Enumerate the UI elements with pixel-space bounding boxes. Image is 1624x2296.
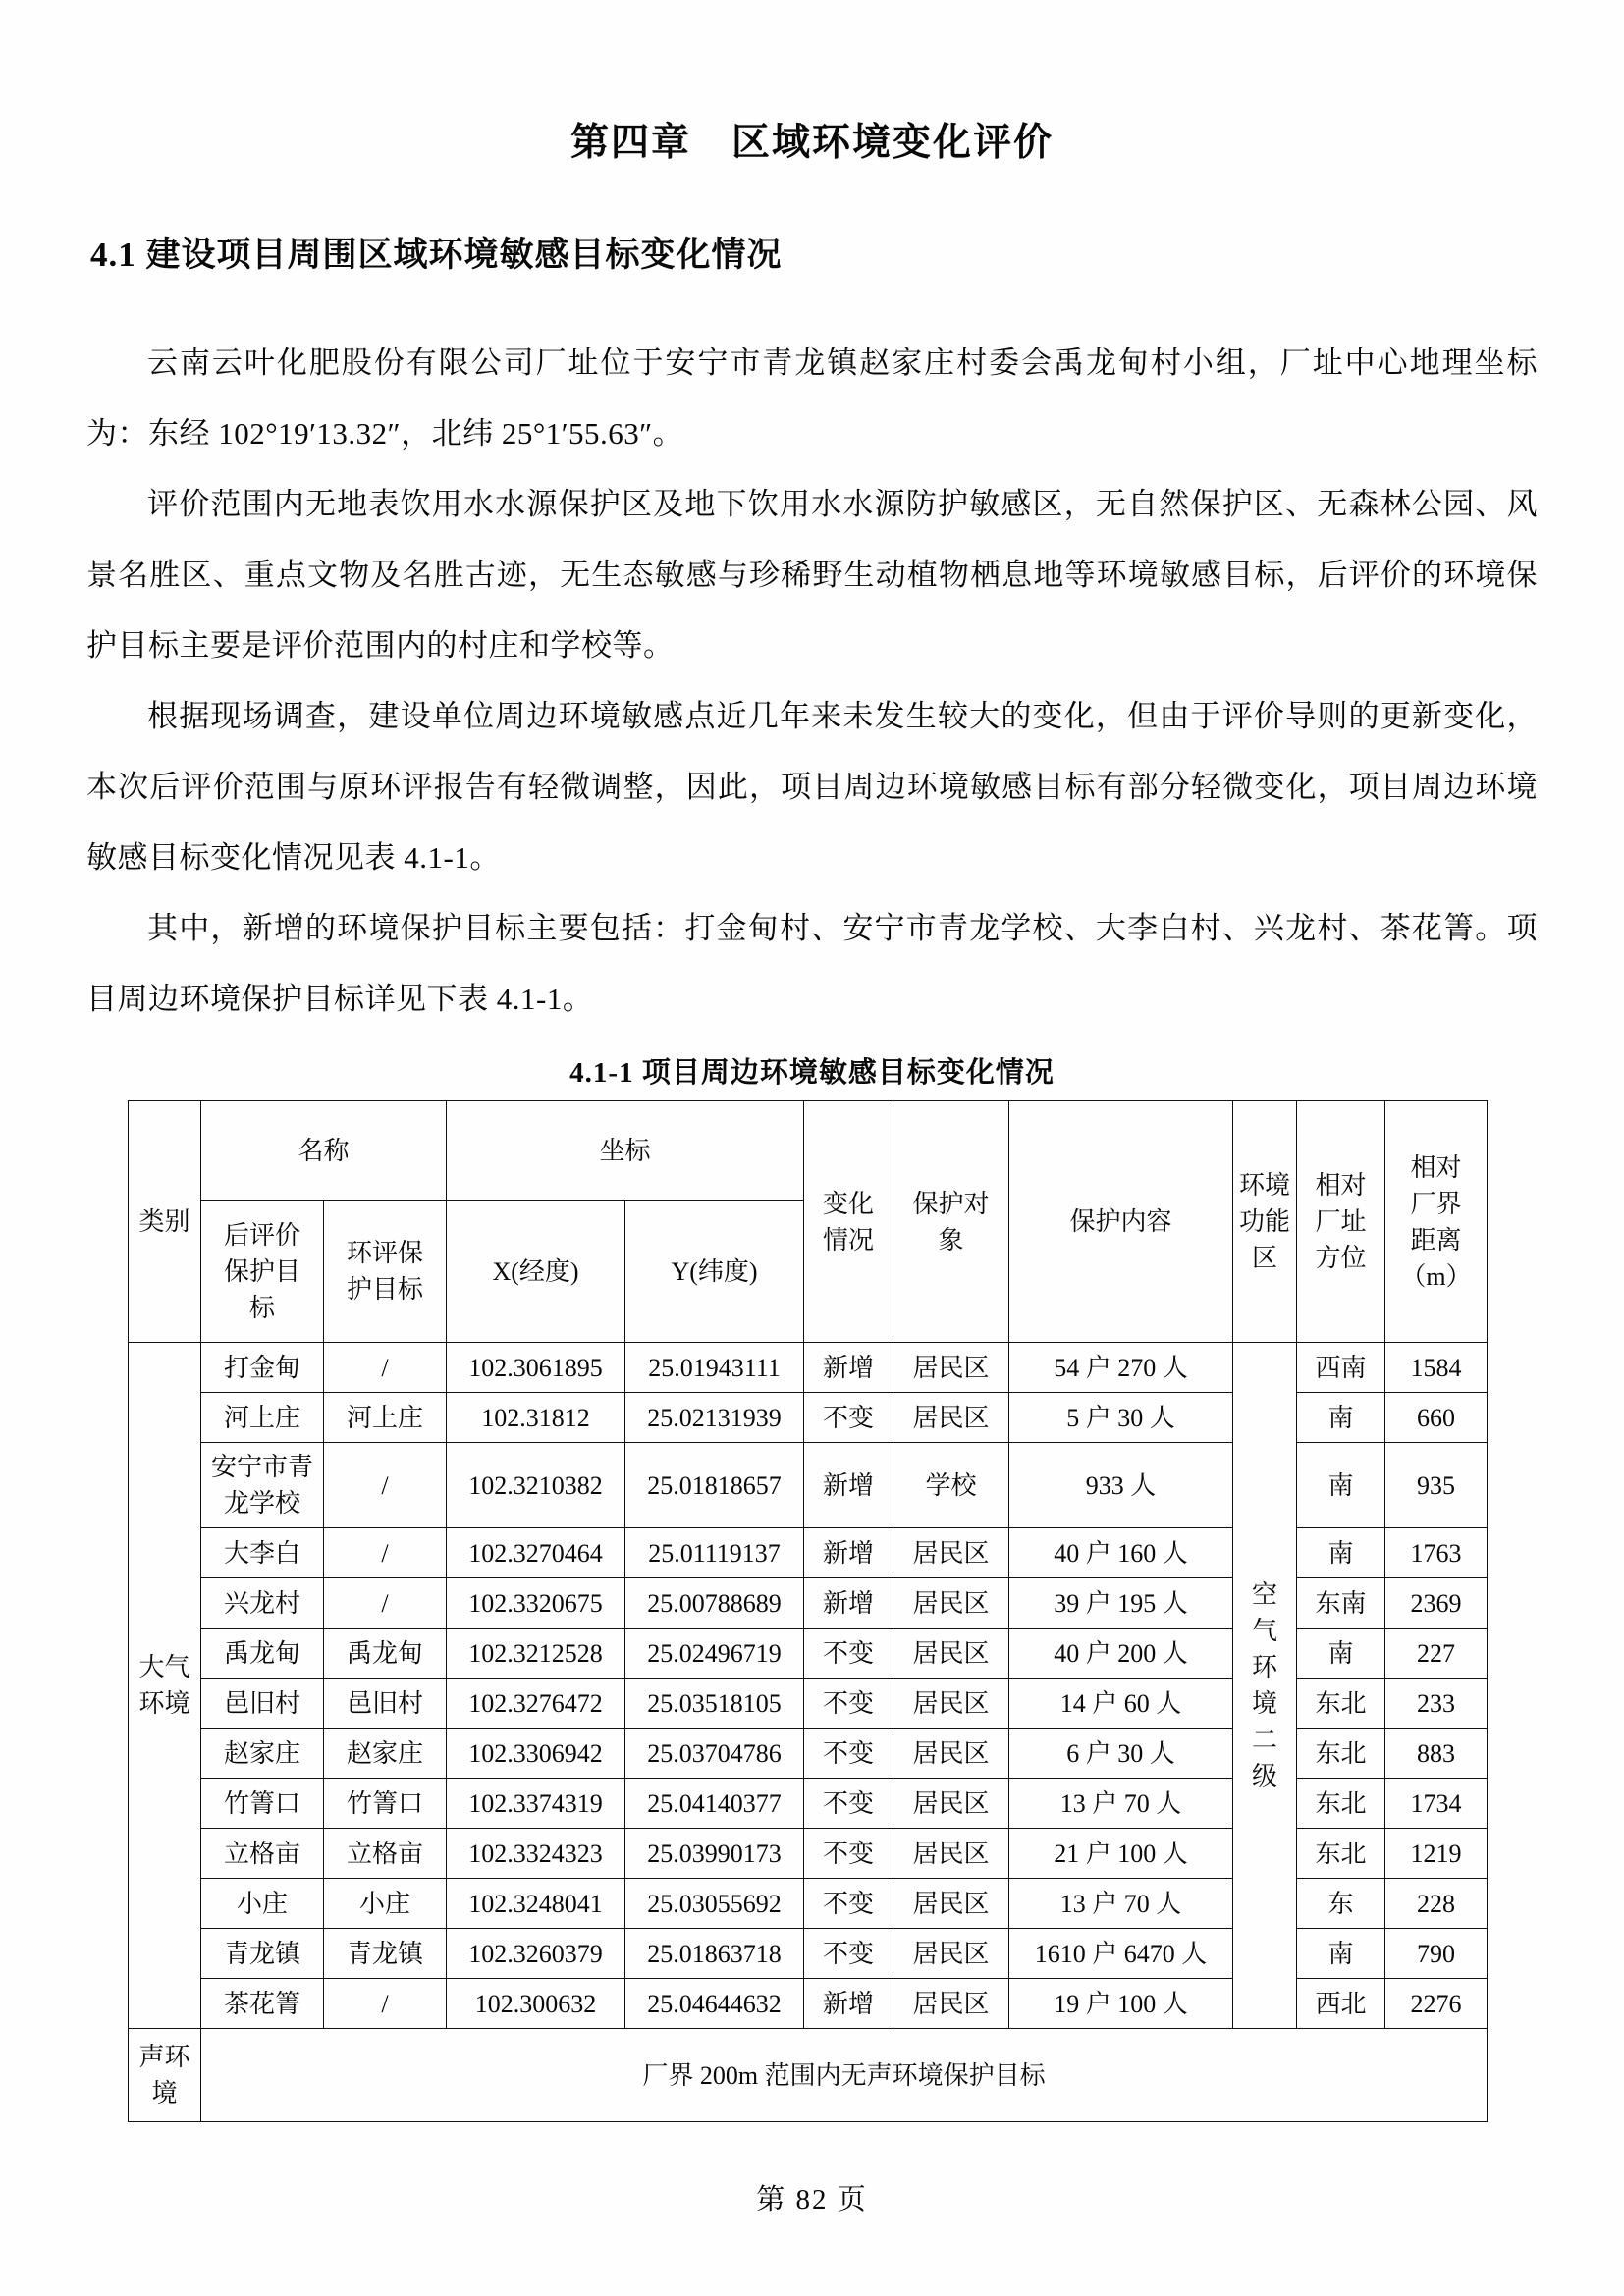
cell-y-latitude: 25.03990173 xyxy=(625,1829,804,1879)
cell-x-longitude: 102.3212528 xyxy=(447,1629,625,1679)
cell-eia-name: 赵家庄 xyxy=(324,1729,447,1779)
cell-protect-object: 居民区 xyxy=(893,1979,1009,2029)
cell-x-longitude: 102.3324323 xyxy=(447,1829,625,1879)
cell-relative-distance: 1763 xyxy=(1385,1528,1488,1578)
cell-eia-name: 竹箐口 xyxy=(324,1779,447,1829)
header-y-latitude: Y(纬度) xyxy=(625,1201,804,1343)
cell-y-latitude: 25.01863718 xyxy=(625,1929,804,1979)
cell-relative-distance: 1584 xyxy=(1385,1343,1488,1393)
cell-protect-content: 13 户 70 人 xyxy=(1009,1779,1233,1829)
cell-change-status: 新增 xyxy=(804,1443,893,1528)
cell-relative-direction: 南 xyxy=(1297,1629,1385,1679)
cell-x-longitude: 102.3210382 xyxy=(447,1443,625,1528)
cell-change-status: 新增 xyxy=(804,1578,893,1629)
cell-relative-direction: 东 xyxy=(1297,1879,1385,1929)
cell-protect-object: 居民区 xyxy=(893,1879,1009,1929)
cell-protect-content: 933 人 xyxy=(1009,1443,1233,1528)
cell-post-eval-name: 打金甸 xyxy=(201,1343,324,1393)
cell-y-latitude: 25.02496719 xyxy=(625,1629,804,1679)
cell-y-latitude: 25.00788689 xyxy=(625,1578,804,1629)
cell-relative-distance: 228 xyxy=(1385,1879,1488,1929)
cell-protect-content: 39 户 195 人 xyxy=(1009,1578,1233,1629)
cell-protect-object: 居民区 xyxy=(893,1343,1009,1393)
cell-protect-object: 居民区 xyxy=(893,1393,1009,1443)
cell-relative-direction: 东北 xyxy=(1297,1779,1385,1829)
cell-relative-direction: 南 xyxy=(1297,1443,1385,1528)
cell-eia-name: / xyxy=(324,1528,447,1578)
cell-protect-content: 40 户 160 人 xyxy=(1009,1528,1233,1578)
cell-relative-distance: 660 xyxy=(1385,1393,1488,1443)
cell-protect-content: 5 户 30 人 xyxy=(1009,1393,1233,1443)
cell-relative-distance: 2369 xyxy=(1385,1578,1488,1629)
cell-change-status: 不变 xyxy=(804,1679,893,1729)
cell-relative-distance: 1734 xyxy=(1385,1779,1488,1829)
cell-change-status: 新增 xyxy=(804,1343,893,1393)
cell-change-status: 不变 xyxy=(804,1929,893,1979)
cell-x-longitude: 102.3306942 xyxy=(447,1729,625,1779)
header-protect-content: 保护内容 xyxy=(1009,1101,1233,1343)
cell-change-status: 不变 xyxy=(804,1729,893,1779)
cell-x-longitude: 102.300632 xyxy=(447,1979,625,2029)
cell-change-status: 不变 xyxy=(804,1779,893,1829)
cell-env-function-zone: 空气环境二级 xyxy=(1233,1343,1297,2029)
cell-eia-name: / xyxy=(324,1443,447,1528)
cell-relative-distance: 233 xyxy=(1385,1679,1488,1729)
paragraph-survey: 根据现场调查，建设单位周边环境敏感点近几年来未发生较大的变化，但由于评价导则的更新变化，本次后评价范围与原环评报告有轻微调整，因此，项目周边环境敏感目标有部分轻微变化，项目周边环境敏感目标变化情况见表 4.1-1。 xyxy=(86,699,1538,875)
cell-protect-object: 居民区 xyxy=(893,1829,1009,1879)
cell-protect-object: 居民区 xyxy=(893,1729,1009,1779)
header-x-longitude: X(经度) xyxy=(447,1201,625,1343)
cell-protect-content: 13 户 70 人 xyxy=(1009,1879,1233,1929)
cell-post-eval-name: 大李白 xyxy=(201,1528,324,1578)
cell-change-status: 不变 xyxy=(804,1829,893,1879)
cell-eia-name: 立格亩 xyxy=(324,1829,447,1879)
table-caption: 4.1-1 项目周边环境敏感目标变化情况 xyxy=(569,1057,1055,1089)
cell-eia-name: / xyxy=(324,1578,447,1629)
cell-x-longitude: 102.3374319 xyxy=(447,1779,625,1829)
cell-category-noise: 声环境 xyxy=(129,2029,201,2122)
cell-relative-direction: 南 xyxy=(1297,1929,1385,1979)
header-relative-distance: 相对厂界距离（m） xyxy=(1385,1101,1488,1343)
cell-post-eval-name: 立格亩 xyxy=(201,1829,324,1879)
cell-x-longitude: 102.3260379 xyxy=(447,1929,625,1979)
cell-post-eval-name: 小庄 xyxy=(201,1879,324,1929)
cell-relative-direction: 东北 xyxy=(1297,1679,1385,1729)
cell-eia-name: / xyxy=(324,1979,447,2029)
cell-protect-content: 14 户 60 人 xyxy=(1009,1679,1233,1729)
table-row-noise xyxy=(129,2029,1488,2122)
header-category: 类别 xyxy=(129,1101,201,1343)
section-heading: 4.1 建设项目周围区域环境敏感目标变化情况 xyxy=(90,236,783,274)
header-change-status: 变化情况 xyxy=(804,1101,893,1343)
cell-relative-distance: 2276 xyxy=(1385,1979,1488,2029)
cell-relative-distance: 1219 xyxy=(1385,1829,1488,1879)
page-number: 第 82 页 xyxy=(756,2184,868,2216)
cell-x-longitude: 102.3248041 xyxy=(447,1879,625,1929)
header-relative-direction: 相对厂址方位 xyxy=(1297,1101,1385,1343)
cell-post-eval-name: 赵家庄 xyxy=(201,1729,324,1779)
cell-post-eval-name: 竹箐口 xyxy=(201,1779,324,1829)
cell-relative-direction: 东北 xyxy=(1297,1729,1385,1779)
cell-relative-direction: 西北 xyxy=(1297,1979,1385,2029)
cell-x-longitude: 102.3270464 xyxy=(447,1528,625,1578)
body-text-block xyxy=(86,328,1538,1035)
header-protect-object: 保护对象 xyxy=(893,1101,1009,1343)
cell-protect-object: 居民区 xyxy=(893,1528,1009,1578)
cell-protect-content: 54 户 270 人 xyxy=(1009,1343,1233,1393)
header-name-group: 名称 xyxy=(201,1101,447,1201)
sensitive-targets-table xyxy=(128,1100,1488,2122)
cell-protect-object: 居民区 xyxy=(893,1629,1009,1679)
cell-eia-name: 小庄 xyxy=(324,1879,447,1929)
cell-eia-name: 禹龙甸 xyxy=(324,1629,447,1679)
cell-relative-distance: 790 xyxy=(1385,1929,1488,1979)
cell-x-longitude: 102.3061895 xyxy=(447,1343,625,1393)
cell-y-latitude: 25.02131939 xyxy=(625,1393,804,1443)
cell-eia-name: / xyxy=(324,1343,447,1393)
table-row xyxy=(129,1343,1488,1393)
cell-y-latitude: 25.01818657 xyxy=(625,1443,804,1528)
cell-relative-direction: 东南 xyxy=(1297,1578,1385,1629)
cell-change-status: 不变 xyxy=(804,1879,893,1929)
cell-y-latitude: 25.01119137 xyxy=(625,1528,804,1578)
cell-y-latitude: 25.01943111 xyxy=(625,1343,804,1393)
header-env-function-zone: 环境功能区 xyxy=(1233,1101,1297,1343)
cell-protect-object: 居民区 xyxy=(893,1929,1009,1979)
cell-protect-object: 学校 xyxy=(893,1443,1009,1528)
cell-y-latitude: 25.03704786 xyxy=(625,1729,804,1779)
cell-post-eval-name: 禹龙甸 xyxy=(201,1629,324,1679)
cell-category-air: 大气环境 xyxy=(129,1343,201,2029)
cell-relative-distance: 883 xyxy=(1385,1729,1488,1779)
paragraph-location: 云南云叶化肥股份有限公司厂址位于安宁市青龙镇赵家庄村委会禹龙甸村小组，厂址中心地理坐标为：东经 102°19′13.32″，北纬 25°1′55.63″。 xyxy=(86,346,1538,451)
header-post-eval-target: 后评价保护目标 xyxy=(201,1201,324,1343)
cell-relative-direction: 南 xyxy=(1297,1528,1385,1578)
cell-protect-object: 居民区 xyxy=(893,1679,1009,1729)
cell-post-eval-name: 茶花箐 xyxy=(201,1979,324,2029)
cell-protect-object: 居民区 xyxy=(893,1779,1009,1829)
paragraph-new-targets: 其中，新增的环境保护目标主要包括：打金甸村、安宁市青龙学校、大李白村、兴龙村、茶花箐。项目周边环境保护目标详见下表 4.1-1。 xyxy=(86,911,1538,1016)
cell-relative-direction: 东北 xyxy=(1297,1829,1385,1879)
cell-relative-direction: 西南 xyxy=(1297,1343,1385,1393)
cell-eia-name: 青龙镇 xyxy=(324,1929,447,1979)
chapter-title: 第四章 区域环境变化评价 xyxy=(569,122,1054,164)
header-coord-group: 坐标 xyxy=(447,1101,804,1201)
cell-protect-object: 居民区 xyxy=(893,1578,1009,1629)
cell-post-eval-name: 安宁市青龙学校 xyxy=(201,1443,324,1528)
cell-post-eval-name: 兴龙村 xyxy=(201,1578,324,1629)
cell-y-latitude: 25.04644632 xyxy=(625,1979,804,2029)
cell-post-eval-name: 邑旧村 xyxy=(201,1679,324,1729)
cell-x-longitude: 102.31812 xyxy=(447,1393,625,1443)
cell-y-latitude: 25.03518105 xyxy=(625,1679,804,1729)
cell-eia-name: 河上庄 xyxy=(324,1393,447,1443)
cell-protect-content: 21 户 100 人 xyxy=(1009,1829,1233,1879)
cell-change-status: 新增 xyxy=(804,1979,893,2029)
cell-protect-content: 1610 户 6470 人 xyxy=(1009,1929,1233,1979)
header-eia-target: 环评保护目标 xyxy=(324,1201,447,1343)
cell-relative-distance: 935 xyxy=(1385,1443,1488,1528)
cell-post-eval-name: 青龙镇 xyxy=(201,1929,324,1979)
cell-x-longitude: 102.3276472 xyxy=(447,1679,625,1729)
cell-noise-note: 厂界 200m 范围内无声环境保护目标 xyxy=(201,2029,1488,2122)
cell-change-status: 新增 xyxy=(804,1528,893,1578)
paragraph-scope: 评价范围内无地表饮用水水源保护区及地下饮用水水源防护敏感区，无自然保护区、无森林公园、风景名胜区、重点文物及名胜古迹，无生态敏感与珍稀野生动植物栖息地等环境敏感目标，后评价的环境保护目标主要是评价范围内的村庄和学校等。 xyxy=(86,487,1538,663)
cell-change-status: 不变 xyxy=(804,1629,893,1679)
cell-protect-content: 40 户 200 人 xyxy=(1009,1629,1233,1679)
cell-y-latitude: 25.04140377 xyxy=(625,1779,804,1829)
cell-post-eval-name: 河上庄 xyxy=(201,1393,324,1443)
cell-relative-direction: 南 xyxy=(1297,1393,1385,1443)
cell-protect-content: 19 户 100 人 xyxy=(1009,1979,1233,2029)
cell-relative-distance: 227 xyxy=(1385,1629,1488,1679)
cell-protect-content: 6 户 30 人 xyxy=(1009,1729,1233,1779)
cell-x-longitude: 102.3320675 xyxy=(447,1578,625,1629)
cell-change-status: 不变 xyxy=(804,1393,893,1443)
cell-y-latitude: 25.03055692 xyxy=(625,1879,804,1929)
cell-eia-name: 邑旧村 xyxy=(324,1679,447,1729)
